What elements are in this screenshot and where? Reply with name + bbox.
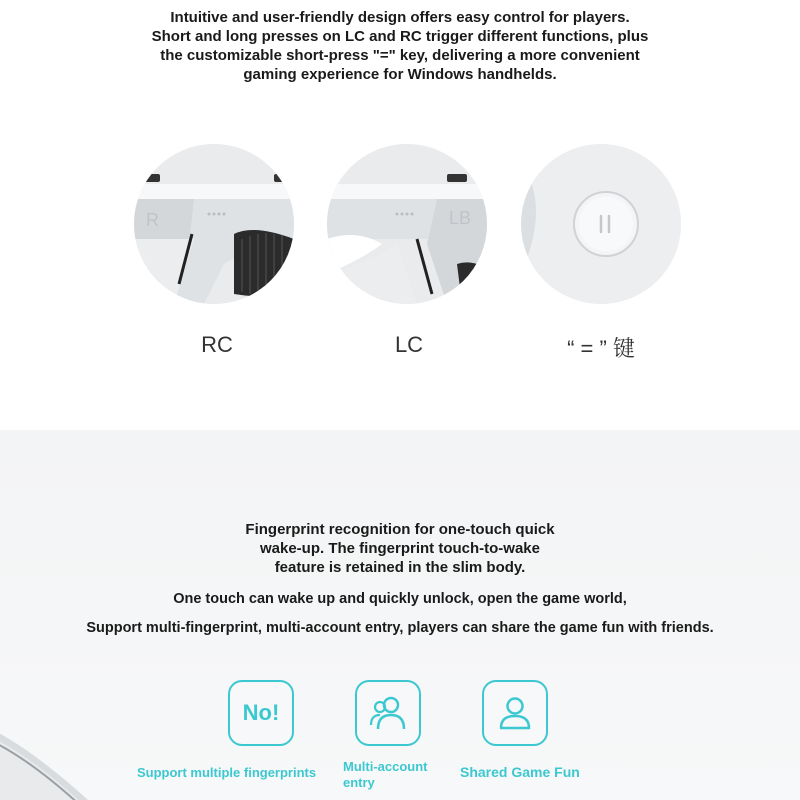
intro-line: gaming experience for Windows handhelds.: [243, 66, 557, 83]
user-icon: [482, 680, 548, 746]
fingerprint-title: [200, 520, 600, 577]
intro-line: Short and long presses on LC and RC trigger different functions, plus: [151, 28, 649, 45]
equals-key-label: “ = ” 键: [567, 336, 635, 361]
feature-label-line: Multi-account: [343, 759, 428, 774]
intro-line: the customizable short-press "=" key, delivering a more convenient: [160, 47, 640, 64]
fingerprint-description-2: Support multi-fingerprint, multi-account entry, players can share the game fun with friends.: [86, 620, 714, 636]
svg-text:R: R: [146, 210, 159, 230]
svg-text:LB: LB: [449, 208, 472, 228]
intro-text: [100, 8, 700, 84]
no-badge-text: No!: [242, 700, 280, 725]
no-badge-icon: [228, 680, 294, 746]
fingerprint-section: [0, 430, 800, 800]
fingerprint-title-line: Fingerprint recognition for one-touch quick: [245, 521, 555, 538]
feature-label-multi-account: [343, 759, 428, 791]
equals-key-photo: [521, 144, 681, 304]
intro-line: Intuitive and user-friendly design offers easy control for players.: [170, 9, 630, 26]
rc-button-photo: [134, 144, 294, 304]
lc-label: LC: [394, 332, 424, 357]
rc-label: RC: [201, 332, 233, 357]
feature-label-fingerprints: Support multiple fingerprints: [137, 765, 317, 780]
handheld-edge-image: [0, 720, 160, 800]
fingerprint-title-line: wake-up. The fingerprint touch-to-wake: [259, 540, 540, 557]
multi-user-icon: [355, 680, 421, 746]
fingerprint-title-line: feature is retained in the slim body.: [274, 559, 526, 576]
fingerprint-description-1: One touch can wake up and quickly unlock, open the game world,: [173, 591, 627, 607]
feature-label-line: entry: [343, 775, 375, 790]
lc-button-photo: [327, 144, 487, 304]
feature-label-shared-fun: Shared Game Fun: [460, 764, 580, 780]
